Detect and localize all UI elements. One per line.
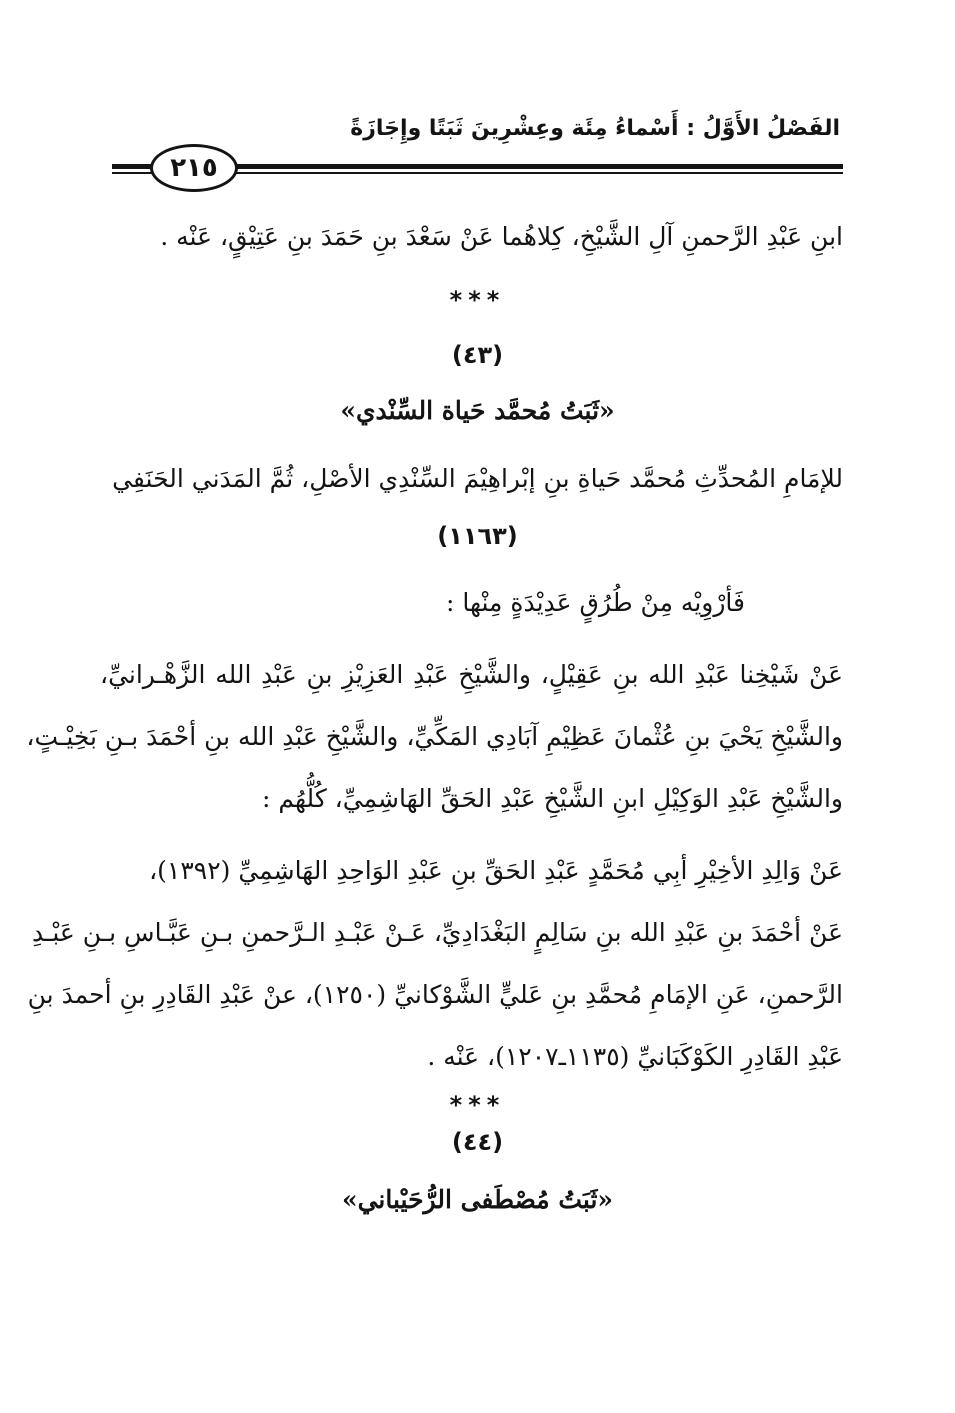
header-rule-left-thick <box>112 164 152 169</box>
entry-number: (٤٣) <box>451 341 504 369</box>
paragraph-line: عَنْ شَيْخِنا عَبْدِ الله بنِ عَقِيْلٍ، والشَّيْخِ عَبْدِ العَزِيْزِ بنِ عَبْدِ الله الزَّهْـرانيِّ، <box>100 660 843 689</box>
entry-title: «ثَبَتُ مُحمَّد حَياة السِّنْدي» <box>340 396 615 425</box>
paragraph-line: والشَّيْخِ عَبْدِ الوَكِيْلِ ابنِ الشَّيْخِ عَبْدِ الحَقِّ الهَاشِمِيِّ، كُلُّهُم : <box>262 784 843 813</box>
entry-number: (٤٤) <box>451 1128 504 1156</box>
intro-line: فَأرْوِيْه مِنْ طُرُقٍ عَدِيْدَةٍ مِنْها : <box>445 588 745 617</box>
section-separator: *** <box>449 1091 506 1119</box>
entry-author: للإمَامِ المُحدِّثِ مُحمَّد حَياةِ بنِ إبْراهِيْمَ السِّنْدِي الأصْلِ، ثُمَّ المَدَني الحَنَفِي <box>112 464 843 493</box>
paragraph-line: الرَّحمنِ، عَنِ الإمَامِ مُحمَّدِ بنِ عَليٍّ الشَّوْكانيِّ (١٢٥٠)، عنْ عَبْدِ القَادِرِ بنِ أحمدَ بنِ <box>27 980 843 1009</box>
paragraph-line: والشَّيْخِ يَحْيَ بنِ عُثْمانَ عَظِيْمِ آبَادِي المَكِّيِّ، والشَّيْخِ عَبْدِ الله بنِ أحْمَدَ بـنِ بَخِيْـتٍ، <box>26 722 843 751</box>
header-rule-thin <box>230 172 843 174</box>
paragraph-line: عَبْدِ القَادِرِ الكَوْكَبَانيِّ (١١٣٥ـ١٢٠٧)، عَنْه . <box>427 1042 843 1071</box>
header-rule-left-thin <box>112 172 152 174</box>
paragraph-line: عَنْ وَالِدِ الأخِيْرِ أبِي مُحَمَّدٍ عَبْدِ الحَقِّ بنِ عَبْدِ الوَاحِدِ الهَاشِمِيِّ (١٣٩٢)، <box>149 856 843 885</box>
continuation-line: ابنِ عَبْدِ الرَّحمنِ آلِ الشَّيْخِ، كِلاهُما عَنْ سَعْدَ بنِ حَمَدَ بنِ عَتِيْقٍ، عَنْه . <box>160 222 843 251</box>
section-separator: *** <box>449 286 506 314</box>
page-number: ٢١٥ <box>150 144 238 192</box>
paragraph-line: عَنْ أحْمَدَ بنِ عَبْدِ الله بنِ سَالِمٍ البَغْدَادِيِّ، عَـنْ عَبْـدِ الـرَّحمنِ بـنِ عَبَّـاسِ بـنِ عَبْـدِ <box>31 918 843 947</box>
entry-title: «ثَبَتُ مُصْطَفى الرُّحَيْباني» <box>341 1185 614 1214</box>
running-head-title: الفَصْلُ الأَوَّلُ : أَسْماءُ مِئَة وعِشْرِينَ ثَبَتًا وإِجَازَةً <box>350 116 840 141</box>
header-rule-thick <box>230 164 843 169</box>
entry-year: (١١٦٣) <box>437 522 518 550</box>
